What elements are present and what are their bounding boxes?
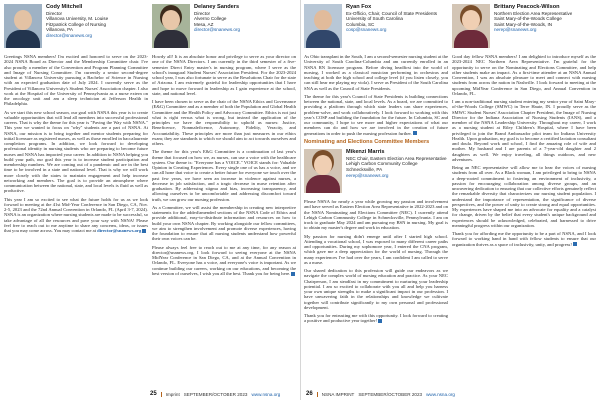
paragraph: Good day fellow NSNA members! I am delighted to introduce myself as the 2023-2024 NEC Northern Area Representative. I'm grateful for the opportunity to serve on the Nominating and Elections Committee, and help other students make an impact. As a first-time attendee at an NSNA Annual Convention, I was an absolute pleasure to meet and connect with nursing students from across the nation in Nashville. I look forward to meeting at the upcoming MidYear Conference in San Diego, and Annual Convention in Orlando, FL. — [452, 54, 596, 96]
bio-org: Villanova University, M. Louise — [46, 16, 109, 22]
bio-city: Mesa, AZ — [194, 21, 214, 27]
right-column-2 — [452, 4, 596, 250]
bio-city: Schnecksville, PA — [346, 166, 383, 172]
page-number: 26 — [306, 391, 313, 397]
bio-info — [346, 149, 447, 193]
footer-publication: NSNA IMPRINT — [321, 391, 355, 397]
bio-city: Columbia, SC — [346, 21, 375, 27]
portrait-photo — [152, 4, 190, 48]
paragraph: Greetings NSNA members! I'm excited and honored to serve on the 2023-2024 NSNA Board as Director and the Membership Committee chair. I've also proudly a member of the Convention and Program Planning Committee and Image of Nursing Committee. I'm currently a senior second-degree student at Villanova University pursuing a Bachelor of Science in Nursing with an expected graduation date of July 2024. I currently serve as the President of Villanova University's Student Nurses' Association chapter. I also work at the Hospital of the University of Pennsylvania as a nurse extern on the oncology unit and am a sleep technician at Jefferson Health in Philadelphia. — [4, 54, 148, 107]
bio-info — [346, 4, 437, 48]
footer-issue: SEPTEMBER/OCTOBER 2023 — [183, 391, 248, 397]
article-text-delaney — [152, 54, 296, 276]
article-text-ryan — [304, 54, 448, 136]
bio-delaney-sanders — [152, 4, 296, 48]
paragraph: Being an NEC representative will allow me to hear the voices of nursing students from all over. As a Black woman, I am privileged to bring to NSNA a deep-rooted commitment to fostering an environment of inclusivity, a passion for encouraging collaboration among diverse groups, and an unwavering dedication to ensuring that our collective efforts genuinely reflect the remarkable diversity that characterizes our nursing student population. I understand the importance of representation, the significance of diverse perspectives, and the power of unity to create strong and equal opportunities. My experiences have shaped me into an advocate for equality and a catalyst for change, driven by the belief that every student's unique background and experiences should be acknowledged, celebrated, and harnessed to drive meaningful progress within our organization. — [452, 165, 596, 228]
bio-org: Lehigh Carbon Community College — [346, 161, 418, 167]
bio-name: Cody Mitchell — [46, 4, 83, 10]
paragraph: I am a non-traditional nursing student entering my senior year of Saint Mary-of-the-Woods College (SMWC) in Terre Haute, IN. I proudly serve as the SMWC Student Nurses' Association Chapter President, the Image of Nursing Director for the Indiana Association of Nursing Students (IANS), and a member of the NSNA Leadership University. Throughout my career, I work as a nursing student at Riley Children's Hospital, where I have been privileged to join the Brand Ambassador pilot team for Indiana University Health. Upon graduation, my goal is to become a certified lactation consultant and doula. Beyond work and school, I find the amazing role of wife and mother. My husband and I are parents of a 7-year-old daughter and 2 daughters as well. We enjoy traveling, all things outdoors, and new adventures. — [452, 99, 596, 162]
paragraph: Thank you for entrusting me with this opportunity. I look forward to creating a positive and productive year together! — [304, 313, 448, 324]
bio-mikenzi-marris — [304, 149, 448, 193]
paragraph: My passion for nursing didn't emerge until after I started high school. Attending a vocational school, I was exposed to many different career paths and opportunities. During my sophomore year, I entered the CNA program, which gave me a deep appreciation for the world of nursing. Through the many experiences I've had over the years, I am confident I am called to serve as a nurse. — [304, 233, 448, 265]
left-column-1 — [4, 4, 148, 236]
bio-email-link[interactable]: director@snanews.org — [46, 32, 93, 38]
paragraph: This year I am so excited to see what the future holds for us as we look forward to meeting at the 41st Mid-Year Conference in San Diego, CA, Nov. 2-5, 2023 and the 72nd Annual Convention in Orlando, FL (April 3-7, 2024). NSNA is an organization where nursing students are made to be successful, so take advantage of all the resources and pave your way with NSNA! Please feel free to reach out to me anytime to share any concerns, ideas, or issues that you may come across. You may contact me at director@snanews.org — [4, 196, 148, 233]
bio-org-2: Fitzpatrick College of Nursing — [46, 21, 106, 27]
bio-cody-mitchell — [4, 4, 148, 48]
section-heading: Nominating and Elections Committee Members — [304, 138, 430, 145]
paragraph: As we start this new school season, our goal with NSNA this year is to create valuable opportunities that will lead all members into successful professional careers. That is why the theme for this year is "Paving the Way with NSNA." This year we wanted to focus on "why" students are a part of NSNA. At NSNA, our mission is to bring together and mentor students preparing for initial licensure as registered nurses, as well as those enrolled in baccalaureate completion programs. In addition, we look forward to developing professional identity in nursing students who are preparing to become future nurses and NSNA has impacted your career. In addition to NSNA helping you build your path, our goal this year is to increase student participation and membership numbers. We are coming out of a pandemic and are in the best time to be involved in a state and national level. That is why we will work more closely with the states to maintain engagement and help increase networking and members. The goal is to provide an atmosphere where communication between the national, state, and local levels is fluid as well as productive. — [4, 109, 148, 194]
bio-org: Saint Mary-of-the-Woods College — [494, 16, 562, 22]
end-mark-icon — [291, 272, 295, 276]
right-page — [300, 0, 600, 400]
page-footer-left — [150, 391, 280, 397]
article-text-cody — [4, 54, 148, 233]
bio-email-link[interactable]: eerep@snanews.org — [346, 172, 389, 178]
bio-role: Northern Election Area Representative — [494, 10, 573, 16]
paragraph: Please NSNA for nearly a year while growing my passion and involvement and have served as Eastern Election Area Representative in 2022-2023 and on the NSNA Nominating and Elections Committee (NEC). I currently attend Lehigh Carbon Community College in Schnecksville, Pennsylvania. I am on track to graduate May 2024 and am pursuing my BSN in nursing. My goal is to obtain my master's degree and work in education. — [304, 199, 448, 231]
paragraph: The theme for this year's Council of State Presidents is building connections between the national, state, and local levels. As a board, we are committed to providing a platform through which state leaders can share experiences, problem-solve, and work collaboratively. I look forward to working with this year's COSP and building the foundation for the future. In Columbia, SC and our community, I hope to see more and higher expectations of what our members can do and how we are involved in the creation of future generations in order to push the nursing profession further. — [304, 93, 448, 136]
footer-divider — [317, 392, 318, 397]
end-mark-icon — [142, 229, 146, 233]
paragraph: Please always feel free to reach out to me at any time, for any reason at director@snanews.org. I look forward to seeing everyone at the NSNA MidYear Conference in San Diego, CA, and at the Annual Convention in Orlando, FL. Everyone has a voice, and everyone's voice is important. As we continue building our careers, working on our educations, and becoming the best version of ourselves, I wish you all the best. Thank you for being here. — [152, 244, 296, 276]
bio-org-2: Saint Mary-of-the-Woods, IN — [494, 21, 553, 27]
footer-site-link[interactable]: www.nsna.org — [251, 391, 281, 397]
bio-org: University of South Carolina — [346, 16, 403, 22]
paragraph: Our shared dedication to this profession will guide our endeavors as we navigate the complex world of nursing education and practice. As your NEC Chairperson, I am steadfast in my commitment to nurturing your leadership potential. I am so excited to collaborate with you all and help you harness your own unique strengths to make a significant impact in our profession. I have unwavering faith in the relationships and knowledge we cultivate together will contribute significantly to my own personal and professional development. — [304, 268, 448, 310]
article-text-brittany — [452, 54, 596, 247]
portrait-photo — [304, 149, 342, 193]
bio-name: Ryan Fox — [346, 4, 372, 10]
footer-site-link[interactable]: www.nsna.org — [426, 391, 455, 397]
paragraph: As a Committee, we will assist the membership in creating new interpretive statements for the added/amended sections of the NSNA Code of Ethics and provide additional, easy-to-distribute information and resources on how to build your own NSNA chapter. By working alongside our fellow committees, we aim to strengthen involvement and promote diverse experiences, having the foundation to ensure that all nursing students understand how powerful their own voices can be. — [152, 204, 296, 242]
bio-info — [46, 4, 108, 48]
footer-divider — [161, 392, 162, 397]
contact-email-link[interactable]: director@snanews.org — [97, 228, 142, 233]
bio-name: Brittany Peacock-Wilson — [494, 4, 560, 10]
bio-role: Director — [194, 10, 211, 16]
bio-city: Villanova, PA — [46, 27, 73, 33]
bio-role: NEC Chair, Eastern Election Area Representative — [346, 155, 447, 161]
paragraph: Thank you for affording me the opportunity to be a part of NSNA, and I look forward to working hand in hand with fellow students to ensure that our organization thrives as a space of inclusivity, unity, and progress! — [452, 231, 596, 247]
bio-info — [194, 4, 240, 48]
bio-email-link[interactable]: cosp@snanews.org — [346, 27, 387, 33]
paragraph: As Ohio transplant in the South, I am a second-semester nursing student at the University of South Carolina-Columbia and am currently enrolled in an NSNA RN licensure program. Before diving headfirst into the world of nursing, I worked as a classical musician performing in orchestras and teaching at both the high school and college level (if you listen closely, you can still hear me playing my viola). I serve as President of the South Carolina SNA as well as the Council of State Presidents. — [304, 54, 448, 91]
end-mark-icon — [573, 242, 577, 246]
paragraph: I have been chosen to serve as the chair of the NSNA Ethics and Governance (E&G) Committee and as a member of both the Population and Global Health Committee and the Health Policy and Advocacy Committee. Ethics is not just what is right versus what is wrong, but instead the application of the principles we have the responsibility to uphold as nurses: Justice, Beneficence, Nonmaleficence, Autonomy, Fidelity, Veracity, and Accountability. These principles are more than just measures in our ethics exam; they are standards to which we should aim to act towards ourselves and others. — [152, 99, 296, 146]
right-column-1 — [304, 4, 448, 327]
portrait-photo — [452, 4, 490, 48]
portrait-photo — [4, 4, 42, 48]
bio-name: Delaney Sanders — [194, 4, 240, 10]
bio-role: Ex-Officio, Chair, Council of State Presidents — [346, 10, 438, 16]
page-number: 25 — [150, 391, 157, 397]
bio-email-link[interactable]: director@snanews.org — [194, 27, 241, 33]
bio-org: Alverno College — [194, 16, 227, 22]
paragraph: The theme for this year's E&G Committee is a continuation of last year's theme that focused on how we, as nurses, can use a voice with the healthcare system. Our theme is: "Everyone has a VOICE." VOICE stands for: Valuable Opinion in Creating Experiences. Every single one of us has a voice, and we can all hone that voice to create a better future for everyone we touch over the past few years, we have seen an increase in violence against nurses, a decrease in job satisfaction, and a tragic decrease in nurse retention after graduation. By addressing stigma and bias, increasing transparency, and allowing ourselves to be uncomfortable and addressing discomfort toward truth, we can grow our nursing profession. — [152, 149, 296, 202]
end-mark-icon — [378, 319, 382, 323]
bio-name: Mikenzi Marris — [346, 149, 385, 156]
portrait-photo — [304, 4, 342, 48]
bio-email-link[interactable]: nerep@snanews.org — [494, 27, 537, 33]
left-column-2 — [152, 4, 296, 279]
end-mark-icon — [413, 131, 417, 135]
footer-issue: SEPTEMBER/OCTOBER 2023 — [358, 391, 423, 397]
article-text-mikenzi — [304, 199, 448, 324]
footer-publication: Imprint — [165, 391, 180, 397]
bio-info — [494, 4, 572, 48]
bio-role: Director — [46, 10, 63, 16]
page-footer-right — [306, 391, 455, 397]
bio-brittany-peacock-wilson — [452, 4, 596, 48]
bio-ryan-fox — [304, 4, 448, 48]
paragraph: Howdy all! It is an absolute honor and privilege to serve as your director on one of the NSNA Directors. I am currently in the third semester of a five-semester Direct Entry master's in nursing program, where I serve as the school's inaugural Student Nurses' Association President. For the 2023-2024 school year, I was also fortunate to serve as the Resolutions Chair for the state of Arizona. I am extremely grateful for leadership opportunities that I have and hope to move forward in leadership as I gain experience at the school, state, and national level. — [152, 54, 296, 96]
